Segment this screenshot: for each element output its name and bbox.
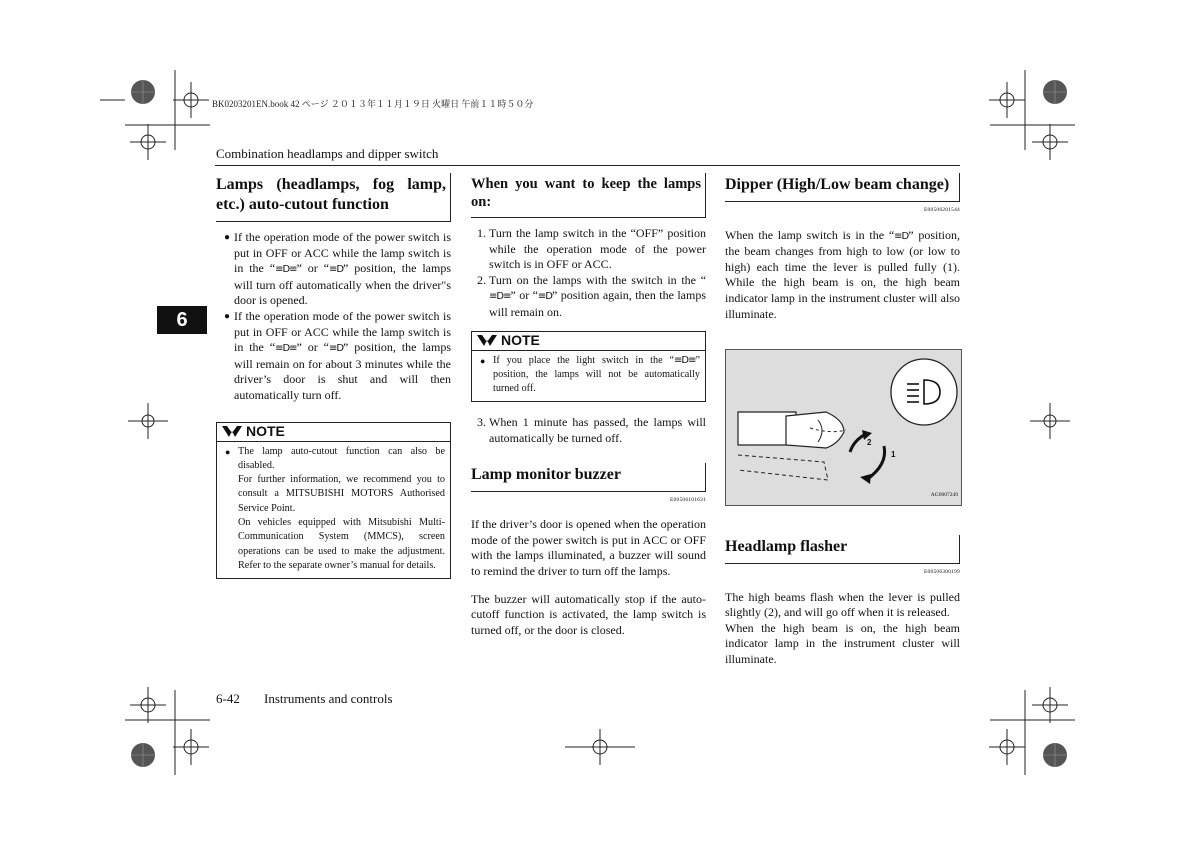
- column-1: [216, 173, 451, 579]
- keep-on-steps: [471, 226, 706, 321]
- note-icon: [476, 334, 498, 348]
- keep-on-step-3: [471, 415, 706, 446]
- dipper-paragraph: When the lamp switch is in the “≡D” position, the beam changes from high to low (or low to high) each time the lever is pulled fully (1). While the high beam is on, the high beam indicator lamp in the instrument cluster will also illuminate.: [725, 227, 960, 321]
- note-header: [217, 423, 450, 442]
- note-icon: [221, 425, 243, 439]
- list-item: 2. Turn on the lamps with the switch in the “≡D≡” or “≡D” position again, then the lamps will remain on.: [477, 272, 706, 319]
- section-code: E00506101631: [669, 496, 706, 503]
- footer-section-name: Instruments and controls: [264, 691, 393, 706]
- section-title-keep-lamps-on: When you want to keep the lamps on:: [471, 173, 706, 218]
- chapter-tab: 6: [157, 306, 207, 334]
- section-title-dipper: Dipper (High/Low beam change): [725, 173, 960, 202]
- column-2: [471, 173, 706, 638]
- list-item: ● If the operation mode of the power switch is put in OFF or ACC while the lamp switch is in the “≡D≡” or “≡D” position, the lamps will remain on for about 3 minutes while the driver’s door is shut and will then automatically turn off.: [224, 308, 451, 402]
- dipper-lever-illustration: [725, 349, 962, 506]
- note-text: The lamp auto-cutout function can also be disabled.: [238, 445, 445, 471]
- figure-label-1: 1: [891, 450, 896, 459]
- figure-label-2: 2: [867, 438, 872, 447]
- flasher-paragraph-1: The high beams flash when the lever is pulled slightly (2), and will go off when it is released.: [725, 589, 960, 620]
- buzzer-paragraph-2: The buzzer will automatically stop if the auto-cutoff function is activated, the lamp switch is turned off, or the door is closed.: [471, 591, 706, 637]
- auto-cutout-bullets: [216, 230, 451, 404]
- note-text: On vehicles equipped with Mitsubishi Multi-Communication System (MMCS), screen operations can be used to make the adjustment. Refer to the separate owner’s manual for details.: [238, 517, 445, 571]
- file-meta: BK0203201EN.book 42 ページ ２０１３年１１月１９日 火曜日 午前１１時５０分: [212, 99, 534, 109]
- figure-code: AG0007249: [930, 492, 958, 498]
- list-item: ● If the operation mode of the power switch is put in OFF or ACC while the lamp switch is in the “≡D≡” or “≡D” position, the lamps will turn off automatically when the driver"s door is opened.: [224, 230, 451, 308]
- column-3: [725, 173, 960, 322]
- note-label: NOTE: [246, 422, 285, 439]
- note-text: For further information, we recommend you to consult a MITSUBISHI MOTORS Authorised Service Point.: [238, 474, 445, 514]
- note-body: ● The lamp auto-cutout function can also be disabled. For further information, we recommend you to consult a MITSUBISHI MOTORS Authorised Service Point. On vehicles equipped with Mitsubishi Multi-Communication System (MMCS), screen operations can be used to make the adjustment. Refer to the separate owner’s manual for details.: [225, 445, 445, 571]
- note-body: ● If you place the light switch in the “≡D≡” position, the lamps will not be automatically turned off.: [480, 354, 700, 395]
- section-title-auto-cutout: Lamps (headlamps, fog lamp, etc.) auto-cutout function: [216, 173, 451, 222]
- list-item: 3. When 1 minute has passed, the lamps will automatically be turned off.: [477, 415, 706, 446]
- section-code: E00506201544: [923, 207, 960, 213]
- header-rule: [215, 165, 960, 166]
- note-box-auto-cutout: [216, 422, 451, 580]
- section-title-flasher: Headlamp flasher: [725, 535, 960, 564]
- note-box-light-switch: [471, 331, 706, 403]
- footer-page-number: 6-42: [216, 691, 240, 706]
- list-item: 1. Turn the lamp switch in the “OFF” position while the operation mode of the power switch is in OFF or ACC.: [477, 226, 706, 272]
- column-3-lower: [725, 535, 960, 668]
- lever-drawing: [726, 350, 961, 505]
- buzzer-paragraph-1: If the driver’s door is opened when the operation mode of the power switch is put in ACC or OFF with the lamps illuminated, a buzzer will sound to remind the driver to turn off the lamps.: [471, 517, 706, 579]
- running-header: Combination headlamps and dipper switch: [216, 146, 439, 161]
- note-label: NOTE: [501, 331, 540, 348]
- section-code: E00506300199: [923, 569, 960, 575]
- note-header: [472, 332, 705, 351]
- flasher-paragraph-2: When the high beam is on, the high beam indicator lamp in the instrument cluster will illuminate.: [725, 620, 960, 666]
- section-title-buzzer: Lamp monitor buzzer: [471, 463, 706, 492]
